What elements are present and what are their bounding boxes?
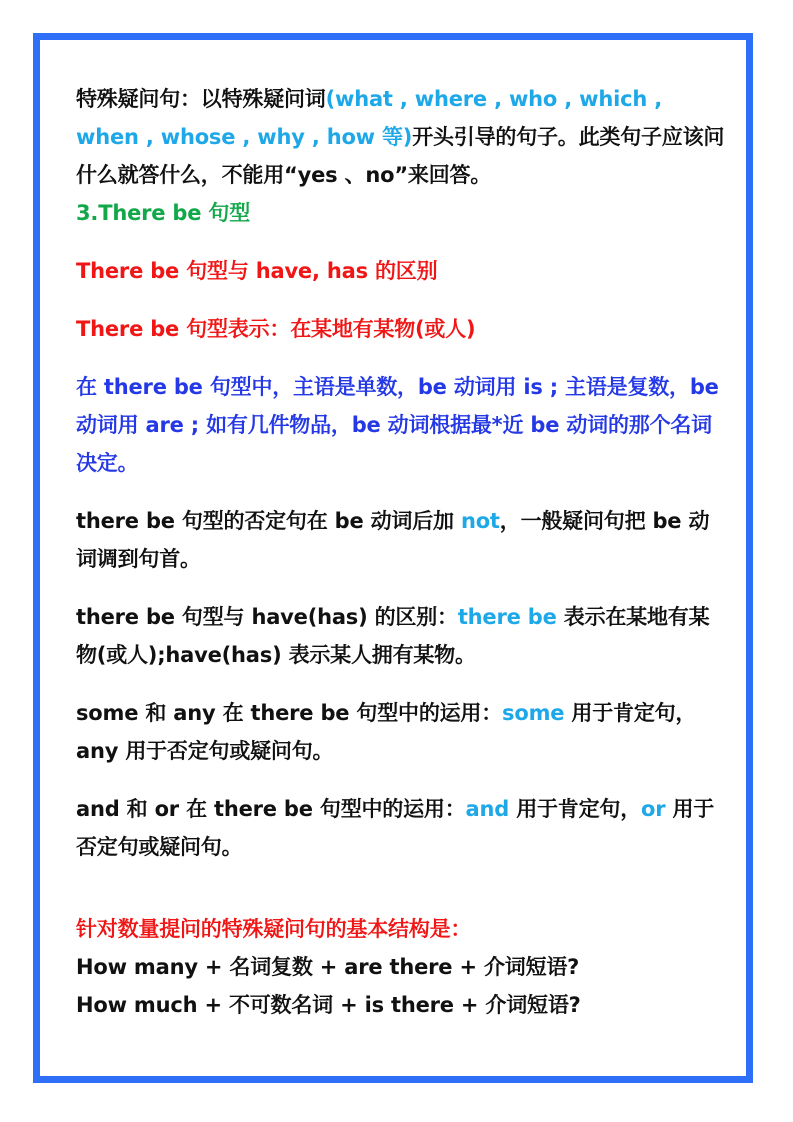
section-heading-there-be: 3.There be 句型 [76,201,251,225]
structure-how-much: How much + 不可数名词 + is there + 介词短语? [76,993,581,1017]
and-or-intro: and 和 or 在 there be 句型中的运用： [76,797,466,821]
have-difference-intro: there be 句型与 have(has) 的区别： [76,605,458,629]
negative-form-intro: there be 句型的否定句在 be 动词后加 [76,509,461,533]
negative-form-paragraph [76,502,726,578]
keyword-not: not [460,509,500,533]
structure-how-many: How many + 名词复数 + are there + 介词短语? [76,955,580,979]
keyword-or: or [641,797,666,821]
keyword-and: and [465,797,510,821]
special-question-intro: 特殊疑问句：以特殊疑问词 [76,87,326,111]
special-question-paragraph [76,80,726,194]
have-difference-paragraph [76,598,726,674]
red-line-meaning: There be 句型表示：在某地有某物(或人) [76,317,476,341]
keyword-some: some [502,701,565,725]
some-any-paragraph [76,694,726,770]
have-difference-rest: 表示在某地有某物(或人);have(has) 表示某人拥有某物。 [76,605,710,667]
some-any-intro: some 和 any 在 there be 句型中的运用： [76,701,503,725]
subject-verb-rule-paragraph: 在 there be 句型中，主语是单数，be 动词用 is ; 主语是复数，be 动词用 are ; 如有几件物品，be 动词根据最*近 be 动词的那个名词决定。 [76,375,719,475]
question-words: (what , where , who , which , when , whose , why , how 等) [76,87,662,149]
and-or-paragraph [76,790,726,866]
document-body [76,80,726,1024]
special-question-rest: 开头引导的句子。此类句子应该问什么就答什么，不能用“yes 、no”来回答。 [76,125,725,187]
some-any-rest: 用于肯定句， any 用于否定句或疑问句。 [76,701,697,763]
keyword-there-be: there be [457,605,557,629]
negative-form-rest: ，一般疑问句把 be 动词调到句首。 [76,509,710,571]
or-usage: 用于否定句或疑问句。 [76,797,715,859]
red-line-difference: There be 句型与 have, has 的区别 [76,259,438,283]
structure-heading: 针对数量提问的特殊疑问句的基本结构是： [76,917,472,941]
and-usage: 用于肯定句， [509,797,641,821]
